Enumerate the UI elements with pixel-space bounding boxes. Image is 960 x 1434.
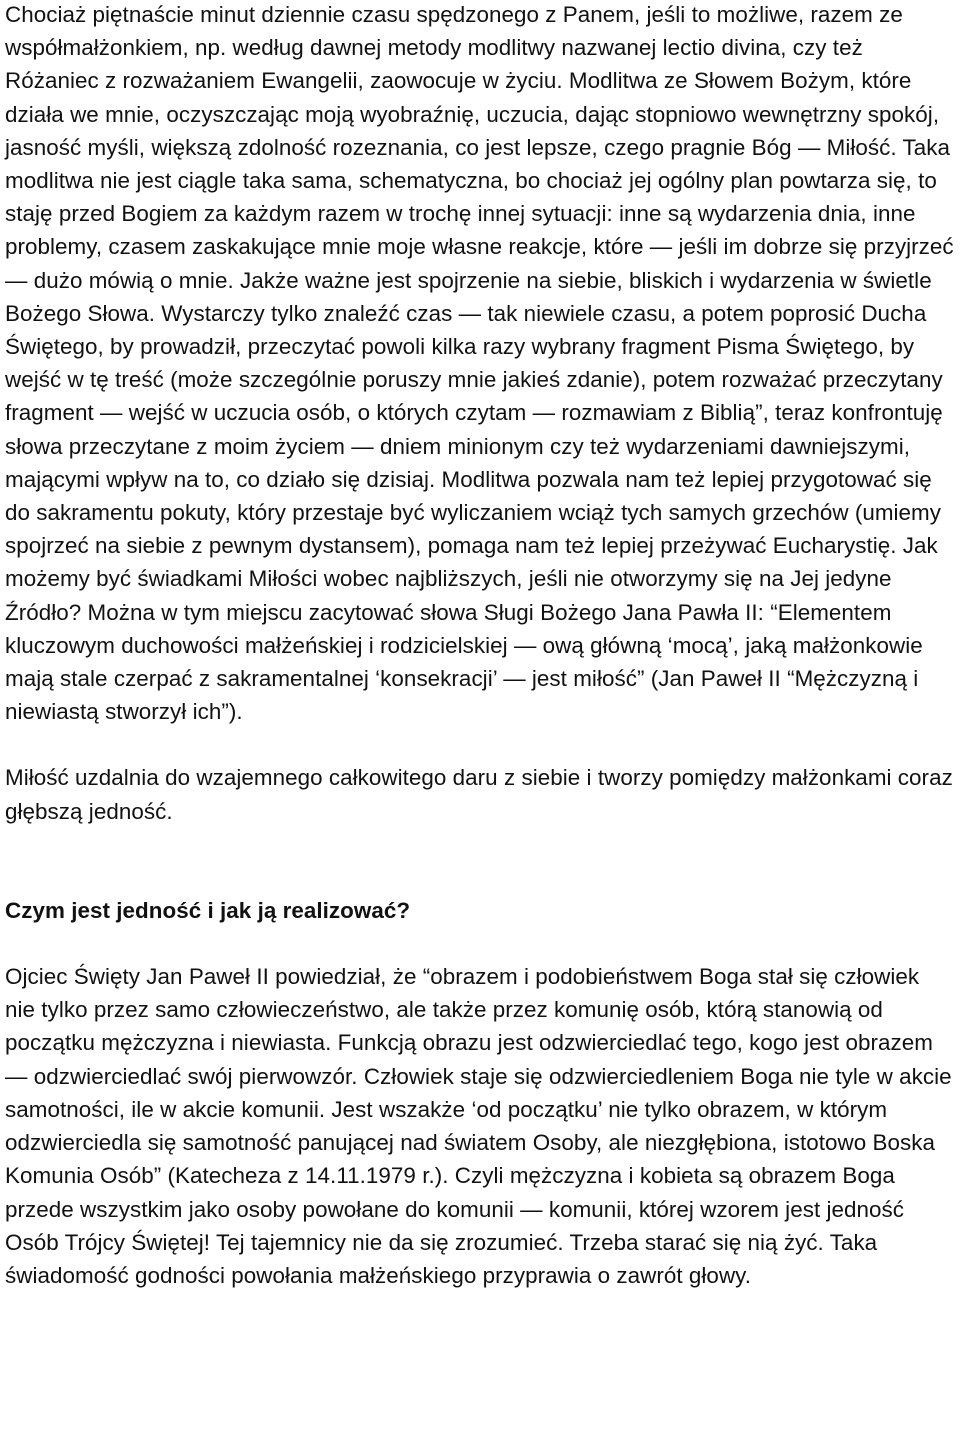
- document-page: [5, 0, 955, 1292]
- paragraph-prayer: Chociaż piętnaście minut dziennie czasu spędzonego z Panem, jeśli to możliwe, razem ze współmałżonkiem, np. według dawnej metody modlitwy nazwanej lectio divina, czy też Różaniec z rozważaniem Ewangelii, zaowocuje w życiu. Modlitwa ze Słowem Bożym, które działa we mnie, oczyszczając moją wyobraźnię, uczucia, dając stopniowo wewnętrzny spokój, jasność myśli, większą zdolność rozeznania, co jest lepsze, czego pragnie Bóg — Miłość. Taka modlitwa nie jest ciągle taka sama, schematyczna, bo chociaż jej ogólny plan powtarza się, to staję przed Bogiem za każdym razem w trochę innej sytuacji: inne są wydarzenia dnia, inne problemy, czasem zaskakujące mnie moje własne reakcje, które — jeśli im dobrze się przyjrzeć — dużo mówią o mnie. Jakże ważne jest spojrzenie na siebie, bliskich i wydarzenia w świetle Bożego Słowa. Wystarczy tylko znaleźć czas — tak niewiele czasu, a potem poprosić Ducha Świętego, by prowadził, przeczytać powoli kilka razy wybrany fragment Pisma Świętego, by wejść w tę treść (może szczególnie poruszy mnie jakieś zdanie), potem rozważać przeczytany fragment — wejść w uczucia osób, o których czytam — rozmawiam z Biblią”, teraz konfrontuję słowa przeczytane z moim życiem — dniem minionym czy też wydarzeniami dawniejszymi, mającymi wpływ na to, co działo się dzisiaj. Modlitwa pozwala nam też lepiej przygotować się do sakramentu pokuty, który przestaje być wyliczaniem wciąż tych samych grzechów (umiemy spojrzeć na siebie z pewnym dystansem), pomaga nam też lepiej przeżywać Eucharystię. Jak możemy być świadkami Miłości wobec najbliższych, jeśli nie otworzymy się na Jej jedyne Źródło? Można w tym miejscu zacytować słowa Sługi Bożego Jana Pawła II: “Elementem kluczowym duchowości małżeńskiej i rodzicielskiej — ową główną ‘mocą’, jaką małżonkowie mają stale czerpać z sakramentalnej ‘konsekracji’ — jest miłość” (Jan Paweł II “Mężczyzną i niewiastą stworzył ich”).: [5, 2, 954, 725]
- paragraph-love: Miłość uzdalnia do wzajemnego całkowitego daru z siebie i tworzy pomiędzy małżonkami coraz głębszą jedność.: [5, 765, 953, 824]
- paragraph-unity: Ojciec Święty Jan Paweł II powiedział, że “obrazem i podobieństwem Boga stał się człowiek nie tylko przez samo człowieczeństwo, ale także przez komunię osób, którą stanowią od początku mężczyzna i niewiasta. Funkcją obrazu jest odzwierciedlać tego, kogo jest obrazem — odzwierciedlać swój pierwowzór. Człowiek staje się odzwierciedleniem Boga nie tyle w akcie samotności, ile w akcie komunii. Jest wszakże ‘od początku’ nie tylko obrazem, w którym odzwierciedla się samotność panującej nad światem Osoby, ale niezgłębiona, istotowo Boska Komunia Osób” (Katecheza z 14.11.1979 r.). Czyli mężczyzna i kobieta są obrazem Boga przede wszystkim jako osoby powołane do komunii — komunii, której wzorem jest jedność Osób Trójcy Świętej! Tej tajemnicy nie da się zrozumieć. Trzeba starać się nią żyć. Taka świadomość godności powołania małżeńskiego przyprawia o zawrót głowy.: [5, 964, 952, 1288]
- section-heading: Czym jest jedność i jak ją realizować?: [5, 897, 411, 923]
